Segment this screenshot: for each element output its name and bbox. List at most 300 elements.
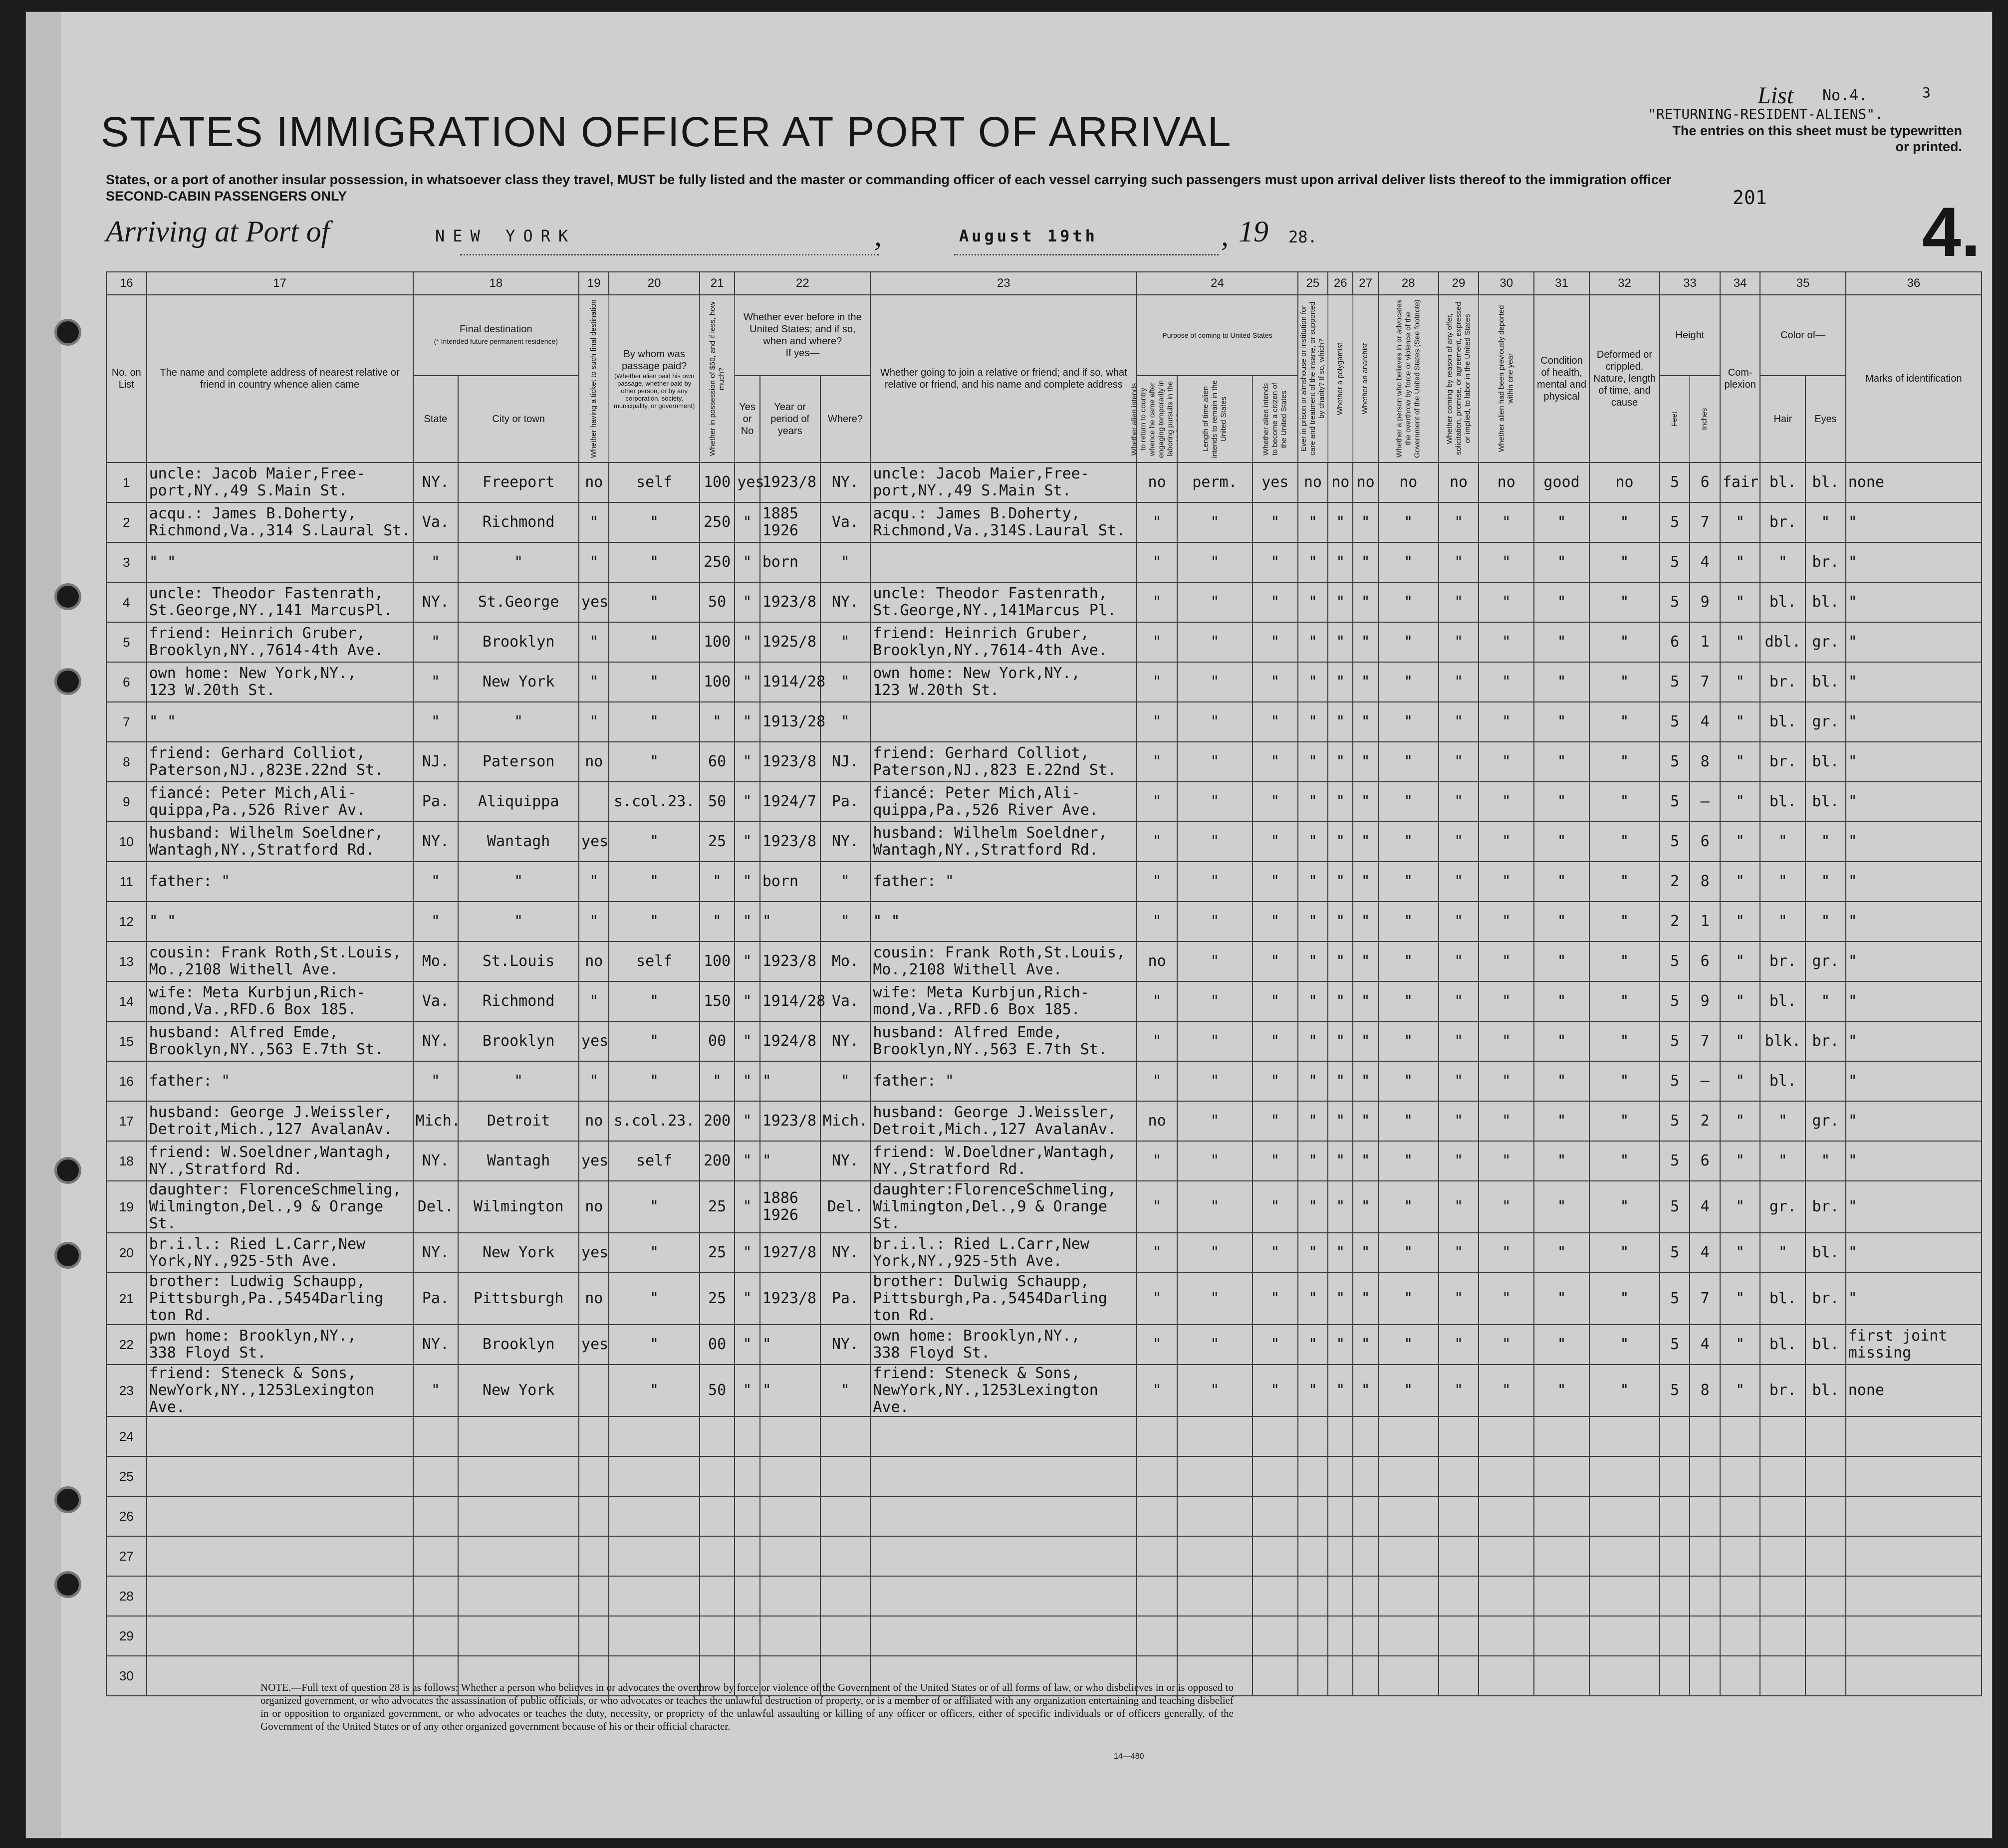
ticket-cell: "	[579, 702, 609, 742]
hair-cell: "	[1760, 822, 1805, 862]
feet-cell	[1660, 1536, 1690, 1576]
where-cell: "	[820, 862, 871, 902]
col-where: Where?	[820, 376, 871, 462]
year-cell	[760, 1496, 820, 1536]
deformed-cell: "	[1589, 941, 1660, 981]
anarchist-cell: no	[1353, 462, 1378, 502]
year-cell: "	[760, 1061, 820, 1101]
joining-cell: father: "	[870, 1061, 1137, 1101]
ticket-cell: yes	[579, 1021, 609, 1061]
money-cell: "	[700, 862, 735, 902]
joining-cell: husband: Wilhelm Soeldner, Wantagh,NY.,Stratford Rd.	[870, 822, 1137, 862]
instructions: States, or a port of another insular possession, in whatsoever class they travel, MUST be fully listed and the master or commanding officer of each vessel carrying such passengers must upon arrival deliver lists thereof to the immigration officer	[106, 172, 1672, 187]
hair-cell: "	[1760, 902, 1805, 941]
purpose-citizen-cell: yes	[1253, 462, 1298, 502]
table-row	[106, 1233, 1982, 1273]
year-cell: 1923/8	[760, 941, 820, 981]
deported-cell	[1479, 1496, 1534, 1536]
inches-cell: 6	[1690, 941, 1720, 981]
polygamist-cell	[1328, 1456, 1353, 1496]
year-cell	[760, 1416, 820, 1456]
ticket-cell	[579, 782, 609, 822]
form-code: 14—480	[1114, 1752, 1144, 1761]
health-cell: "	[1534, 941, 1589, 981]
binder-hole	[57, 321, 79, 343]
overthrow-cell: "	[1378, 1325, 1439, 1365]
deformed-cell: "	[1589, 1365, 1660, 1416]
where-cell: NY.	[820, 582, 871, 622]
year-cell	[760, 1456, 820, 1496]
money-cell: 00	[700, 1021, 735, 1061]
before-cell: "	[735, 582, 759, 622]
hair-cell	[1760, 1616, 1805, 1656]
before-cell: "	[735, 662, 759, 702]
hair-cell: "	[1760, 862, 1805, 902]
eyes-cell: gr.	[1805, 941, 1846, 981]
anarchist-cell: "	[1353, 1325, 1378, 1365]
state-cell: "	[413, 702, 459, 742]
complexion-cell: "	[1720, 1273, 1760, 1325]
relative-cell: fiancé: Peter Mich,Ali- quippa,Pa.,526 River Av.	[147, 782, 413, 822]
column-number: 19	[579, 272, 609, 295]
passage-label: By whom was passage paid?	[622, 348, 687, 372]
column-number-row	[106, 272, 1982, 295]
col-yes-no: Yes or No	[735, 376, 759, 462]
health-cell: "	[1534, 1101, 1589, 1141]
deported-cell: "	[1479, 742, 1534, 782]
before-cell: "	[735, 1141, 759, 1181]
where-cell: NY.	[820, 1325, 871, 1365]
city-cell	[458, 1576, 579, 1616]
feet-cell	[1660, 1616, 1690, 1656]
deported-cell: "	[1479, 782, 1534, 822]
feet-cell: 5	[1660, 1325, 1690, 1365]
col-29: Whether coming by reason of any offer, solicitation, promise, or agreement, expressed or implied, to labor in the United States	[1439, 295, 1479, 462]
column-number: 36	[1846, 272, 1982, 295]
state-cell: NY.	[413, 1021, 459, 1061]
before-cell	[735, 1416, 759, 1456]
year-cell: 1923/8	[760, 582, 820, 622]
marks-cell: "	[1846, 1021, 1982, 1061]
deported-cell: "	[1479, 662, 1534, 702]
prison-cell	[1298, 1456, 1328, 1496]
purpose-return-cell	[1137, 1416, 1177, 1456]
table-row	[106, 902, 1982, 941]
purpose-return-cell: "	[1137, 862, 1177, 902]
inches-cell: 8	[1690, 742, 1720, 782]
before-cell	[735, 1536, 759, 1576]
purpose-return-cell: no	[1137, 1101, 1177, 1141]
purpose-length-cell	[1177, 1616, 1253, 1656]
prison-cell	[1298, 1576, 1328, 1616]
anarchist-cell: "	[1353, 1233, 1378, 1273]
marks-cell	[1846, 1416, 1982, 1456]
prison-cell: "	[1298, 1273, 1328, 1325]
year-cell: 1927/8	[760, 1233, 820, 1273]
relative-cell: " "	[147, 542, 413, 582]
joining-cell: fiancé: Peter Mich,Ali- quippa,Pa.,526 River Ave.	[870, 782, 1137, 822]
health-cell: "	[1534, 662, 1589, 702]
deported-cell	[1479, 1536, 1534, 1576]
year-cell: 1923/8	[760, 742, 820, 782]
ticket-cell: no	[579, 742, 609, 782]
marks-cell: "	[1846, 1061, 1982, 1101]
marks-cell	[1846, 1496, 1982, 1536]
purpose-length-cell: "	[1177, 502, 1253, 542]
eyes-cell: "	[1805, 1141, 1846, 1181]
health-cell: "	[1534, 1141, 1589, 1181]
feet-cell	[1660, 1656, 1690, 1696]
relative-cell: father: "	[147, 862, 413, 902]
money-cell: 200	[700, 1101, 735, 1141]
complexion-cell: "	[1720, 1021, 1760, 1061]
ticket-cell: "	[579, 662, 609, 702]
joining-cell: husband: Alfred Emde, Brooklyn,NY.,563 E.7th St.	[870, 1021, 1137, 1061]
marks-cell: "	[1846, 582, 1982, 622]
before-label: Whether ever before in the United States; and if so, when and where?	[743, 312, 862, 347]
labor-offer-cell: "	[1439, 1325, 1479, 1365]
relative-cell: brother: Ludwig Schaupp, Pittsburgh,Pa.,5454Darling ton Rd.	[147, 1273, 413, 1325]
deported-cell: "	[1479, 1021, 1534, 1061]
date-line	[954, 254, 1219, 255]
hair-cell: br.	[1760, 941, 1805, 981]
purpose-length-cell: "	[1177, 702, 1253, 742]
deformed-cell: "	[1589, 1325, 1660, 1365]
purpose-citizen-cell: "	[1253, 742, 1298, 782]
labor-offer-cell	[1439, 1456, 1479, 1496]
ticket-cell	[579, 1456, 609, 1496]
relative-cell: uncle: Theodor Fastenrath, St.George,NY.,141 MarcusPl.	[147, 582, 413, 622]
state-cell: NY.	[413, 1141, 459, 1181]
passage-cell	[609, 1536, 699, 1576]
purpose-return-cell: "	[1137, 542, 1177, 582]
year-cell: "	[760, 1325, 820, 1365]
col-year-period: Year or period of years	[760, 376, 820, 462]
year-cell: 1886 1926	[760, 1181, 820, 1233]
list-label: List	[1757, 82, 1794, 109]
handwritten-page-number: 4.	[1922, 193, 1981, 271]
city-cell: Wantagh	[458, 1141, 579, 1181]
joining-cell: wife: Meta Kurbjun,Rich- mond,Va.,RFD.6 Box 185.	[870, 981, 1137, 1021]
list-number: No.4.	[1822, 87, 1868, 104]
complexion-cell: fair	[1720, 462, 1760, 502]
joining-cell: br.i.l.: Ried L.Carr,New York,NY.,925-5th Ave.	[870, 1233, 1137, 1273]
deformed-cell: "	[1589, 582, 1660, 622]
anarchist-cell: "	[1353, 981, 1378, 1021]
relative-cell: father: "	[147, 1061, 413, 1101]
where-cell: NY.	[820, 1141, 871, 1181]
deformed-cell: "	[1589, 902, 1660, 941]
table-row	[106, 981, 1982, 1021]
anarchist-cell	[1353, 1496, 1378, 1536]
money-cell: 25	[700, 1181, 735, 1233]
inches-cell: 4	[1690, 542, 1720, 582]
labor-offer-cell: "	[1439, 941, 1479, 981]
labor-offer-cell: no	[1439, 462, 1479, 502]
before-cell: "	[735, 902, 759, 941]
feet-cell: 5	[1660, 941, 1690, 981]
eyes-cell: gr.	[1805, 1101, 1846, 1141]
feet-cell: 5	[1660, 782, 1690, 822]
binder-hole	[57, 1574, 79, 1596]
deported-cell: "	[1479, 1061, 1534, 1101]
hair-cell	[1760, 1536, 1805, 1576]
year-cell: born	[760, 862, 820, 902]
row-number: 3	[106, 542, 147, 582]
table-row	[106, 622, 1982, 662]
feet-cell: 5	[1660, 1273, 1690, 1325]
inches-cell: 1	[1690, 902, 1720, 941]
feet-cell: 5	[1660, 702, 1690, 742]
anarchist-cell: "	[1353, 662, 1378, 702]
col-ticket: Whether having a ticket to such final destination	[579, 295, 609, 462]
money-cell	[700, 1456, 735, 1496]
anarchist-cell: "	[1353, 1101, 1378, 1141]
relative-cell: uncle: Jacob Maier,Free- port,NY.,49 S.Main St.	[147, 462, 413, 502]
joining-cell: own home: New York,NY., 123 W.20th St.	[870, 662, 1137, 702]
deported-cell: "	[1479, 941, 1534, 981]
state-cell: Mich.	[413, 1101, 459, 1141]
hair-cell: bl.	[1760, 582, 1805, 622]
deported-cell: "	[1479, 902, 1534, 941]
purpose-return-cell: "	[1137, 1325, 1177, 1365]
purpose-return-cell: "	[1137, 1021, 1177, 1061]
sheet-number: 201	[1733, 187, 1767, 209]
complexion-cell	[1720, 1496, 1760, 1536]
health-cell: "	[1534, 981, 1589, 1021]
complexion-cell: "	[1720, 1101, 1760, 1141]
deformed-cell	[1589, 1536, 1660, 1576]
eyes-cell: br.	[1805, 1021, 1846, 1061]
purpose-length-cell: "	[1177, 822, 1253, 862]
feet-cell: 6	[1660, 622, 1690, 662]
feet-cell: 5	[1660, 1141, 1690, 1181]
column-number: 17	[147, 272, 413, 295]
overthrow-cell: "	[1378, 502, 1439, 542]
where-cell: "	[820, 702, 871, 742]
table-row	[106, 462, 1982, 502]
city-cell: "	[458, 1061, 579, 1101]
before-cell: yes	[735, 462, 759, 502]
overthrow-cell	[1378, 1456, 1439, 1496]
purpose-length-cell: "	[1177, 1181, 1253, 1233]
table-row	[106, 742, 1982, 782]
ticket-cell: no	[579, 1181, 609, 1233]
purpose-length-cell: perm.	[1177, 462, 1253, 502]
purpose-length-cell: "	[1177, 1141, 1253, 1181]
row-number: 14	[106, 981, 147, 1021]
purpose-return-cell	[1137, 1616, 1177, 1656]
state-cell	[413, 1416, 459, 1456]
deported-cell: "	[1479, 1141, 1534, 1181]
city-cell: Richmond	[458, 981, 579, 1021]
eyes-cell	[1805, 1416, 1846, 1456]
row-number: 6	[106, 662, 147, 702]
ticket-cell: "	[579, 1061, 609, 1101]
inches-cell: 1	[1690, 622, 1720, 662]
state-cell: NY.	[413, 822, 459, 862]
deformed-cell	[1589, 1576, 1660, 1616]
money-cell: 50	[700, 582, 735, 622]
prison-cell	[1298, 1616, 1328, 1656]
table-row	[106, 1365, 1982, 1416]
labor-offer-cell: "	[1439, 1365, 1479, 1416]
state-cell: NY.	[413, 582, 459, 622]
overthrow-cell	[1378, 1416, 1439, 1456]
prison-cell: "	[1298, 1021, 1328, 1061]
marks-cell: "	[1846, 662, 1982, 702]
prison-cell: "	[1298, 782, 1328, 822]
purpose-citizen-cell: "	[1253, 542, 1298, 582]
health-cell	[1534, 1416, 1589, 1456]
hair-cell: "	[1760, 1101, 1805, 1141]
binder-hole	[57, 1489, 79, 1511]
table-row	[106, 822, 1982, 862]
feet-cell: 5	[1660, 742, 1690, 782]
marks-cell: "	[1846, 1181, 1982, 1233]
labor-offer-cell: "	[1439, 1273, 1479, 1325]
relative-cell: " "	[147, 902, 413, 941]
joining-cell	[870, 1576, 1137, 1616]
hair-cell: "	[1760, 1233, 1805, 1273]
health-cell: "	[1534, 782, 1589, 822]
deported-cell	[1479, 1576, 1534, 1616]
prison-cell: "	[1298, 702, 1328, 742]
column-number: 24	[1137, 272, 1297, 295]
money-cell: "	[700, 902, 735, 941]
purpose-length-cell: "	[1177, 1365, 1253, 1416]
deformed-cell: "	[1589, 862, 1660, 902]
footnote: NOTE.—Full text of question 28 is as follows: Whether a person who believes in or advocates the overthrow by force or violence of the Government of the United States or of all forms of law, or who disbelieves in or is opposed to organized government, or who advocates the assassination of public officials, or who advocates or teaches the unlawful destruction of property, or is a member of or affiliated with any organization entertaining and teaching disbelief in or opposition to organized government, or who advocates or teaches the duty, necessity, or propriety of the unlawful assaulting or killing of any officer or officers, either of specific individuals or of officers generally, of the Government of the United States or of any other organized government because of his or their official character.	[260, 1681, 1234, 1732]
complexion-cell: "	[1720, 742, 1760, 782]
joining-cell	[870, 1456, 1137, 1496]
overthrow-cell: "	[1378, 1365, 1439, 1416]
prison-cell: "	[1298, 862, 1328, 902]
before-cell: "	[735, 1233, 759, 1273]
before-cell	[735, 1576, 759, 1616]
anarchist-cell	[1353, 1576, 1378, 1616]
hair-cell	[1760, 1416, 1805, 1456]
prison-cell: "	[1298, 582, 1328, 622]
passage-cell: "	[609, 1181, 699, 1233]
polygamist-cell	[1328, 1616, 1353, 1656]
marks-cell	[1846, 1456, 1982, 1496]
before-cell: "	[735, 1181, 759, 1233]
table-row	[106, 1496, 1982, 1536]
column-number: 27	[1353, 272, 1378, 295]
year-cell: 1914/28	[760, 662, 820, 702]
prison-cell: "	[1298, 981, 1328, 1021]
complexion-cell	[1720, 1576, 1760, 1616]
labor-offer-cell	[1439, 1416, 1479, 1456]
prison-cell: "	[1298, 662, 1328, 702]
purpose-length-cell: "	[1177, 742, 1253, 782]
purpose-return-cell: "	[1137, 622, 1177, 662]
complexion-cell	[1720, 1656, 1760, 1696]
before-cell	[735, 1496, 759, 1536]
polygamist-cell: "	[1328, 902, 1353, 941]
inches-cell	[1690, 1616, 1720, 1656]
table-row	[106, 1181, 1982, 1233]
city-cell	[458, 1536, 579, 1576]
prison-cell	[1298, 1536, 1328, 1576]
complexion-cell	[1720, 1416, 1760, 1456]
purpose-return-cell	[1137, 1496, 1177, 1536]
table-row	[106, 1061, 1982, 1101]
passage-cell	[609, 1456, 699, 1496]
feet-cell	[1660, 1416, 1690, 1456]
state-cell: NJ.	[413, 742, 459, 782]
eyes-cell: "	[1805, 981, 1846, 1021]
row-number: 19	[106, 1181, 147, 1233]
deformed-cell: "	[1589, 622, 1660, 662]
joining-cell: brother: Dulwig Schaupp, Pittsburgh,Pa.,5454Darling ton Rd.	[870, 1273, 1137, 1325]
marks-cell	[1846, 1576, 1982, 1616]
prison-cell: no	[1298, 462, 1328, 502]
purpose-return-cell: "	[1137, 1273, 1177, 1325]
ticket-cell: yes	[579, 822, 609, 862]
overthrow-cell	[1378, 1536, 1439, 1576]
deformed-cell: "	[1589, 1141, 1660, 1181]
column-number: 23	[870, 272, 1137, 295]
purpose-length-cell: "	[1177, 1021, 1253, 1061]
passage-cell: "	[609, 1233, 699, 1273]
prison-cell: "	[1298, 542, 1328, 582]
labor-offer-cell: "	[1439, 502, 1479, 542]
col-purpose-length: Length of time alien intends to remain in the United States	[1177, 376, 1253, 462]
state-cell: "	[413, 1365, 459, 1416]
deported-cell: "	[1479, 862, 1534, 902]
marks-cell: "	[1846, 902, 1982, 941]
polygamist-cell: no	[1328, 462, 1353, 502]
purpose-length-cell	[1177, 1536, 1253, 1576]
money-cell	[700, 1416, 735, 1456]
eyes-cell: "	[1805, 822, 1846, 862]
money-cell: 100	[700, 662, 735, 702]
state-cell: Pa.	[413, 782, 459, 822]
purpose-return-cell: "	[1137, 582, 1177, 622]
complexion-cell	[1720, 1616, 1760, 1656]
overthrow-cell: "	[1378, 1233, 1439, 1273]
overthrow-cell: "	[1378, 1061, 1439, 1101]
joining-cell: " "	[870, 902, 1137, 941]
eyes-cell: gr.	[1805, 702, 1846, 742]
table-row	[106, 1576, 1982, 1616]
row-number: 13	[106, 941, 147, 981]
eyes-cell: bl.	[1805, 462, 1846, 502]
passage-cell	[609, 1416, 699, 1456]
ticket-cell	[579, 1365, 609, 1416]
deformed-cell: "	[1589, 822, 1660, 862]
inches-cell: 6	[1690, 462, 1720, 502]
inches-cell	[1690, 1456, 1720, 1496]
inches-cell: 4	[1690, 1233, 1720, 1273]
money-cell: 100	[700, 622, 735, 662]
marks-cell: "	[1846, 1273, 1982, 1325]
if-yes-label: If yes—	[785, 348, 820, 359]
binder-hole	[57, 586, 79, 608]
labor-offer-cell: "	[1439, 742, 1479, 782]
column-number: 20	[609, 272, 699, 295]
purpose-citizen-cell: "	[1253, 782, 1298, 822]
col-complexion: Com-plexion	[1720, 295, 1760, 462]
prison-cell	[1298, 1416, 1328, 1456]
table-row	[106, 1616, 1982, 1656]
hair-cell: bl.	[1760, 782, 1805, 822]
feet-cell: 5	[1660, 1365, 1690, 1416]
purpose-citizen-cell: "	[1253, 502, 1298, 542]
relative-cell: husband: Wilhelm Soeldner, Wantagh,NY.,Stratford Rd.	[147, 822, 413, 862]
